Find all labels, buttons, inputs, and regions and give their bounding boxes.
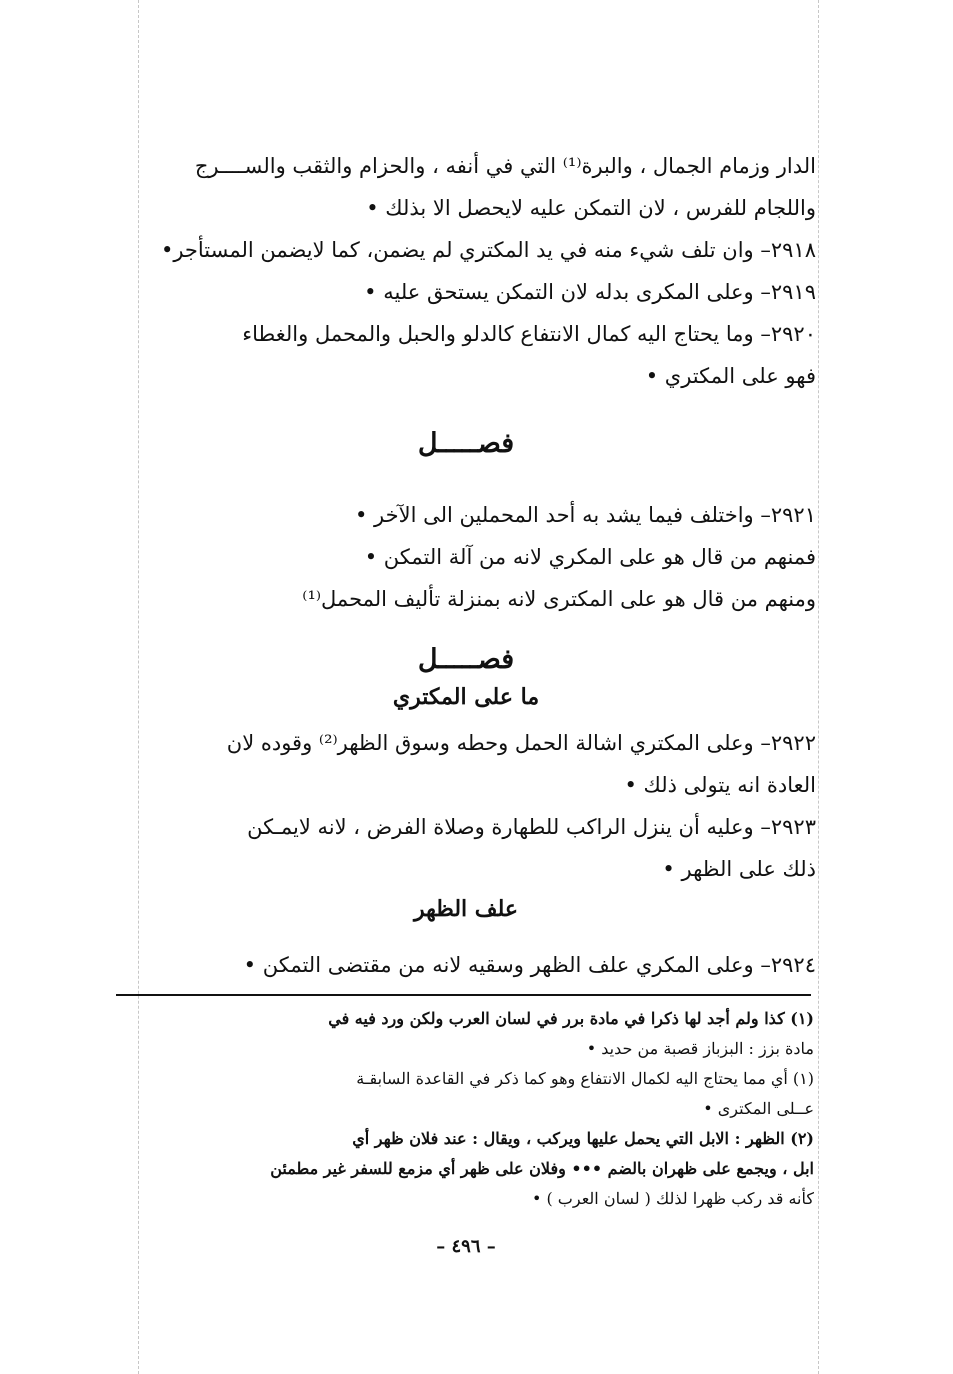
paragraph-2923-line-2: ذلك على الظهر • [662,857,816,881]
paragraph-2920-line-2: فهو على المكتري • [645,364,816,388]
footnote-3-line-2: ابل ، ويجمع على ظهران بالضم ••• وفلان على ظهر أي مزمع للسفر غير مطمئن [270,1159,814,1178]
section-heading-fasl-2: فصـــــل [417,644,515,675]
section-subheading-fodder: علف الظهر [414,896,518,922]
section-heading-fasl-1: فصـــــل [417,428,515,459]
footnote-2-line-2: عــلى المكترى • [703,1099,814,1118]
page-number: – ٤٩٦ – [436,1236,496,1257]
section-subheading-obligations-of-renter: ما على المكتري [392,684,540,710]
footnote-3-line-3: كأنه قد ركب ظهرا لذلك ( لسان العرب ) • [531,1189,814,1208]
paragraph-2921-opinion-1: فمنهم من قال هو على المكري لانه من آلة التمكن • [364,545,816,569]
paragraph-2921: ٢٩٢١– واختلف فيما يشد به أحد المحملين الى الآخر • [355,503,816,527]
intro-line-1: الدار وزمام الجمال ، والبرة⁽¹⁾ التي في أنفه ، والحزام والثقب والســــرج [194,154,816,178]
paragraph-2920-line-1: ٢٩٢٠– وما يحتاج اليه كمال الانتفاع كالدلو والحبل والمحمل والغطاء [242,322,816,346]
paragraph-2921-opinion-2: ومنهم من قال هو على المكترى لانه بمنزلة تأليف المحمل⁽¹⁾ [302,587,816,611]
right-margin-guide [818,0,819,1374]
footnote-2-line-1: (١) أي مما يحتاج اليه لكمال الانتفاع وهو كما ذكر في القاعدة السابقـة [356,1069,814,1088]
body-text-top [116,145,816,397]
footnote-1-line-1: (١) كذا ولم أجد لها ذكرا في مادة برر في لسان العرب ولكن ورد فيه في [328,1009,814,1028]
intro-line-2: واللجام للفرس ، لان التمكن عليه لايحصل الا بذلك • [366,196,816,220]
footnote-separator [116,994,811,996]
paragraph-2918: ٢٩١٨– وان تلف شيء منه في يد المكتري لم يضمن، كما لايضمن المستأجر• [160,238,816,262]
section-3-text [116,944,816,986]
section-2-text [116,722,816,890]
section-1-text [116,494,816,620]
paragraph-2923-line-1: ٢٩٢٣– وعليه أن ينزل الراكب للطهارة وصلاة الفرض ، لانه لايمـكن [247,815,816,839]
paragraph-2924: ٢٩٢٤– وعلى المكري علف الظهر وسقيه لانه من مقتضى التمكن • [243,953,816,977]
footnote-1-line-2: مادة بزز : البزباز قصبة من حديد • [586,1039,814,1058]
footnote-3-line-1: (٢) الظهر : الابل التي يحمل عليها ويركب ، ويقال : عند فلان ظهر أي [352,1129,814,1148]
paragraph-2922-line-1: ٢٩٢٢– وعلى المكتري اشالة الحمل وحطه وسوق الظهر⁽²⁾ وقوده لان [226,731,816,755]
paragraph-2919: ٢٩١٩– وعلى المكرى بدله لان التمكن يستحق عليه • [364,280,816,304]
paragraph-2922-line-2: العادة انه يتولى ذلك • [624,773,816,797]
footnotes [116,1004,814,1214]
